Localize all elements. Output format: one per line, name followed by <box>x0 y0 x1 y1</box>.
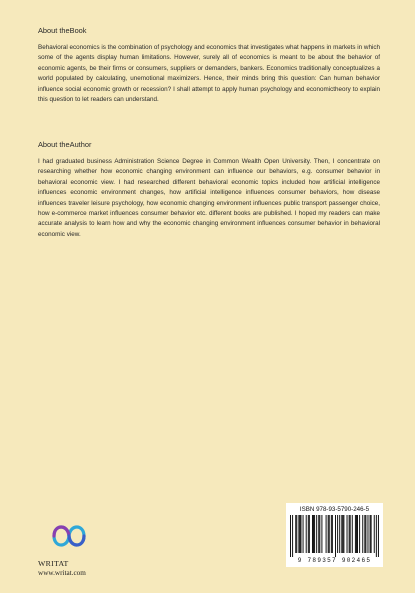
barcode-digits: 9 789357 902465 <box>297 557 372 564</box>
about-book-text: Behavioral economics is the combination of psychology and economics that investigates what happens in markets in which some of the agents display human limitations. However, surely all of economics is meant to be about the behavior of economic agents, be their firms or consumers, suppliers or demanders, bankers. Economics traditionally conceptualizes a world populated by calculating, unemotional maximizers. Hence, their minds bring this question: Can human behavior influence social economic growth or recession? I shall attempt to apply human psychology and economictheory to explain this question to let readers can understand. <box>38 44 380 104</box>
publisher-name: WRITAT <box>38 559 69 568</box>
about-author-text: I had graduated business Administration Science Degree in Common Wealth Open University. Then, I concentrate on researching whether how economic changing environment can influence our behaviors, e.g. consumer behavior in behavioral economic view. I had researched different behavioral economic topics included how artificial intelligence influences economic environment changes, how artificial intelligence influences consumer behaviors, how disease influences traveler leisure psychology, how economic changing environment influences public transport passenger choice, how e-commerce market influences consumer behavior etc. different books are published. I hoped my readers can make accurate analysis to learn how and why the economic changing environment influences consumer behavior in behavioral economic view. <box>38 158 380 238</box>
publisher-url: www.writat.com <box>38 569 86 577</box>
isbn-barcode <box>286 503 383 567</box>
about-author-heading: About theAuthor <box>38 140 92 149</box>
isbn-label: ISBN 978-93-5790-246-5 <box>299 506 370 513</box>
barcode-icon <box>290 515 379 557</box>
about-book-heading: About theBook <box>38 26 87 35</box>
infinity-logo-icon <box>38 514 100 558</box>
publisher-logo <box>38 514 100 558</box>
